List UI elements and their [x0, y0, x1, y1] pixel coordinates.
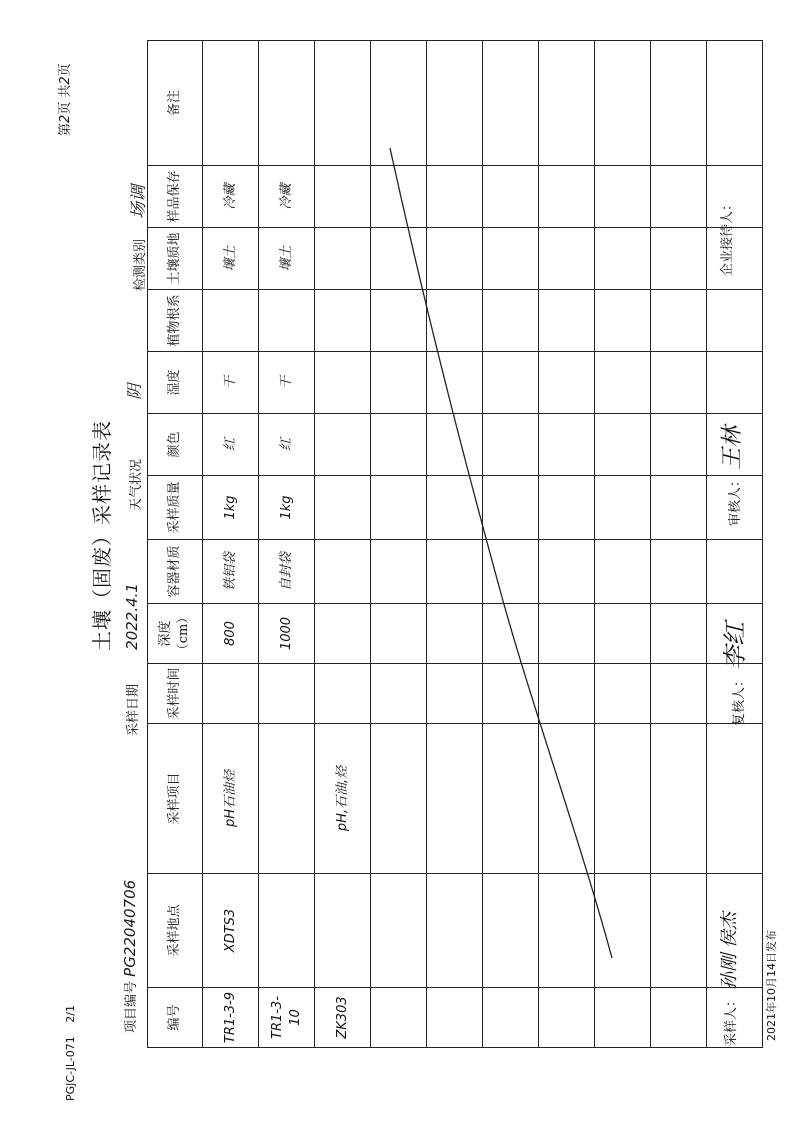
table-cell: [371, 352, 427, 414]
col-header-roots: 植物根系: [148, 290, 203, 352]
table-cell: [595, 228, 651, 290]
table-cell: [371, 874, 427, 988]
table-row: [259, 41, 315, 1048]
table-cell: [427, 290, 483, 352]
table-cell: [595, 874, 651, 988]
col-header-location: 采样地点: [148, 874, 203, 988]
table-cell: [315, 664, 371, 724]
table-cell: [595, 41, 651, 166]
auditor-signature: 审核人： 王林: [720, 425, 745, 526]
table-cell: [371, 476, 427, 540]
table-cell: [483, 41, 539, 166]
table-cell: [539, 414, 595, 476]
table-cell: [651, 604, 707, 664]
table-cell: [651, 352, 707, 414]
col-header-texture: 土壤质地: [148, 228, 203, 290]
table-cell: [371, 414, 427, 476]
table-cell: XDTS3: [203, 874, 259, 988]
table-body: [203, 41, 763, 1048]
table-row: [427, 41, 483, 1048]
table-cell: [539, 352, 595, 414]
table-cell: [315, 41, 371, 166]
table-cell: [315, 228, 371, 290]
table-cell: [595, 604, 651, 664]
table-cell: [595, 724, 651, 874]
table-cell: [427, 41, 483, 166]
col-header-mass: 采样质量: [148, 476, 203, 540]
table-cell: [203, 664, 259, 724]
table-row: [595, 41, 651, 1048]
table-cell: [483, 604, 539, 664]
col-header-humidity: 湿度: [148, 352, 203, 414]
table-cell: [539, 228, 595, 290]
issue-date: 2021年10月14日发布: [765, 930, 778, 1041]
table-cell: [651, 414, 707, 476]
table-cell: [483, 352, 539, 414]
table-cell: [651, 228, 707, 290]
table-cell: TR1-3-10: [259, 988, 315, 1048]
table-cell: [371, 228, 427, 290]
table-cell: [483, 664, 539, 724]
table-cell: [427, 604, 483, 664]
table-cell: [315, 166, 371, 228]
table-row: [315, 41, 371, 1048]
table-cell: TR1-3-9: [203, 988, 259, 1048]
table-cell: [595, 352, 651, 414]
table-cell: [483, 414, 539, 476]
table-cell: [315, 604, 371, 664]
table-cell: [483, 874, 539, 988]
table-cell: [651, 540, 707, 604]
table-cell: [539, 166, 595, 228]
table-row: [651, 41, 707, 1048]
table-cell: [371, 540, 427, 604]
table-cell: [427, 874, 483, 988]
table-cell: [427, 166, 483, 228]
table-cell: ZK303: [315, 988, 371, 1048]
table-cell: [539, 988, 595, 1048]
table-cell: [651, 41, 707, 166]
table-cell: 铁铝袋: [203, 540, 259, 604]
table-cell: [707, 41, 763, 166]
table-cell: [483, 724, 539, 874]
table-cell: [707, 724, 763, 874]
sampling-table: [147, 40, 763, 1048]
col-header-storage: 样品保存: [148, 166, 203, 228]
table-cell: [315, 352, 371, 414]
table-cell: [371, 988, 427, 1048]
table-cell: 冷藏: [203, 166, 259, 228]
table-cell: 红: [259, 414, 315, 476]
table-cell: 冷藏: [259, 166, 315, 228]
col-header-time: 采样时间: [148, 664, 203, 724]
table-cell: [371, 604, 427, 664]
table-cell: [539, 724, 595, 874]
table-cell: [259, 41, 315, 166]
table-cell: [483, 476, 539, 540]
table-cell: [595, 290, 651, 352]
table-cell: [595, 988, 651, 1048]
reviewer-signature: 复核人： 李红: [721, 621, 749, 726]
table-cell: 干: [203, 352, 259, 414]
table-cell: [651, 166, 707, 228]
table-cell: [707, 352, 763, 414]
table-cell: [315, 414, 371, 476]
table-row: [371, 41, 427, 1048]
table-cell: [427, 228, 483, 290]
table-row: [483, 41, 539, 1048]
table-cell: [315, 476, 371, 540]
table-row: [539, 41, 595, 1048]
table-cell: [371, 290, 427, 352]
weather: 天气状况 阴: [125, 383, 144, 511]
table-cell: [539, 540, 595, 604]
table-cell: [203, 41, 259, 166]
table-cell: [595, 166, 651, 228]
table-cell: [595, 476, 651, 540]
table-cell: [651, 724, 707, 874]
table-cell: 1kg: [203, 476, 259, 540]
col-header-depth: 深度（cm）: [148, 604, 203, 664]
table-cell: 自封袋: [259, 540, 315, 604]
table-cell: [539, 664, 595, 724]
table-cell: [259, 664, 315, 724]
table-cell: [651, 476, 707, 540]
table-cell: 干: [259, 352, 315, 414]
table-cell: 1kg: [259, 476, 315, 540]
table-cell: [483, 228, 539, 290]
form-code: PGJC-JL-071 2/1: [64, 1004, 77, 1101]
table-cell: [371, 41, 427, 166]
table-cell: [427, 352, 483, 414]
table-cell: [651, 664, 707, 724]
table-cell: 壤土: [203, 228, 259, 290]
table-cell: [203, 290, 259, 352]
table-cell: [315, 874, 371, 988]
table-cell: [427, 476, 483, 540]
table-cell: 800: [203, 604, 259, 664]
project-number: 项目编号 PG22040706: [121, 879, 139, 1033]
col-header-id: 编号: [148, 988, 203, 1048]
table-cell: [427, 664, 483, 724]
table-row: [203, 41, 259, 1048]
table-header-row: [148, 41, 203, 1048]
table-cell: [651, 874, 707, 988]
table-cell: [427, 414, 483, 476]
sample-date: 采样日期 2022.4.1: [123, 583, 141, 736]
table-cell: [371, 166, 427, 228]
table-cell: [483, 988, 539, 1048]
table-cell: [595, 540, 651, 604]
table-cell: 1000: [259, 604, 315, 664]
table-cell: [539, 604, 595, 664]
table-cell: [483, 290, 539, 352]
table-cell: 红: [203, 414, 259, 476]
enterprise-contact: 企业接待人：: [720, 197, 735, 276]
table-cell: [371, 664, 427, 724]
table-cell: [259, 724, 315, 874]
col-header-remarks: 备注: [148, 41, 203, 166]
table-cell: pH,石油,烃: [315, 724, 371, 874]
detection-type: 检测类别 场调: [129, 184, 149, 291]
page-indicator: 第2页 共2页: [58, 63, 73, 136]
table-row: [707, 41, 763, 1048]
table-cell: [539, 290, 595, 352]
table-cell: [707, 290, 763, 352]
table-cell: [427, 988, 483, 1048]
table-cell: [595, 664, 651, 724]
table-cell: [371, 724, 427, 874]
col-header-container: 容器材质: [148, 540, 203, 604]
table-cell: [483, 540, 539, 604]
table-cell: [539, 476, 595, 540]
table-cell: [483, 166, 539, 228]
page-title: 土壤（固废）采样记录表: [90, 420, 114, 651]
col-header-color: 颜色: [148, 414, 203, 476]
table-cell: [651, 988, 707, 1048]
table-cell: pH石油烃: [203, 724, 259, 874]
table-cell: [427, 540, 483, 604]
table-cell: [315, 290, 371, 352]
table-cell: [539, 41, 595, 166]
table-cell: [315, 540, 371, 604]
table-cell: [427, 724, 483, 874]
table-cell: [707, 540, 763, 604]
table-cell: [539, 874, 595, 988]
table-cell: [595, 414, 651, 476]
table-cell: [259, 290, 315, 352]
col-header-item: 采样项目: [148, 724, 203, 874]
table-cell: [651, 290, 707, 352]
sampler-signature: 采样人： 孙刚 侯杰: [719, 912, 740, 1046]
table-cell: 壤土: [259, 228, 315, 290]
table-cell: [259, 874, 315, 988]
